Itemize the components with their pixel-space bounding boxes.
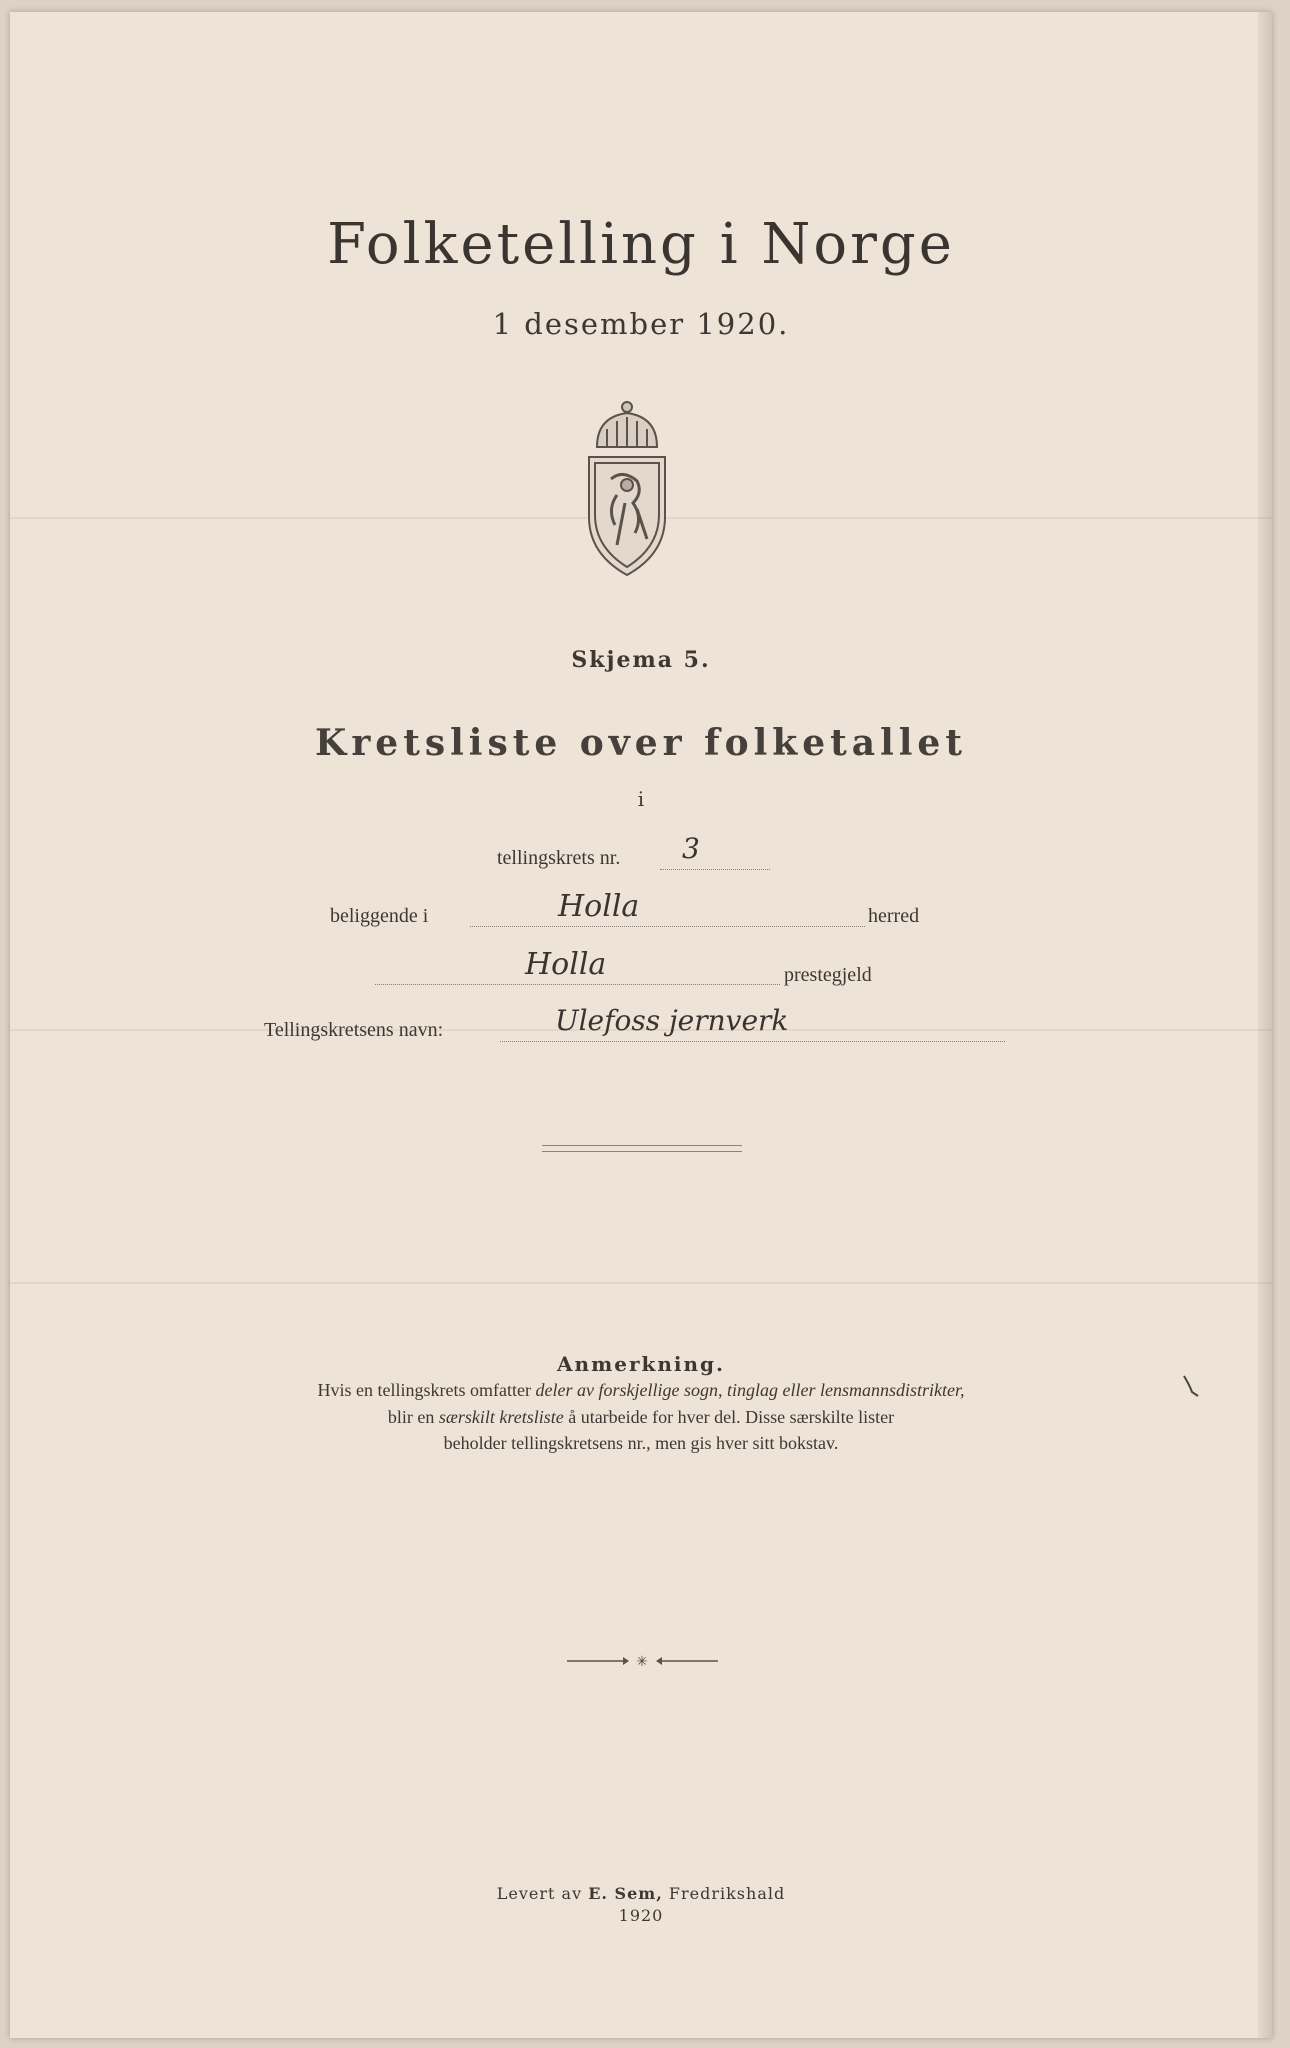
form-heading: Kretsliste over folketallet	[315, 722, 967, 764]
herred-label: herred	[868, 905, 920, 927]
heading-preposition: i	[637, 787, 645, 811]
printer-prefix: Levert av	[496, 1884, 589, 1903]
fold-line	[10, 1282, 1272, 1284]
note-line-2-italic: særskilt kretsliste	[438, 1407, 564, 1427]
svg-text:✳: ✳	[636, 1654, 648, 1669]
printer-place: Fredrikshald	[662, 1884, 786, 1903]
page-title: Folketelling i Norge	[327, 212, 955, 277]
note-line-2	[10, 1407, 1272, 1428]
note-line-1-text: Hvis en tellingskrets omfatter	[317, 1380, 536, 1400]
note-heading: Anmerkning.	[557, 1352, 725, 1376]
pencil-tick-mark	[1182, 1374, 1202, 1398]
prestegjeld-label: prestegjeld	[784, 964, 872, 986]
note-line-1	[10, 1380, 1272, 1401]
beliggende-line	[470, 926, 865, 927]
section-divider	[542, 1145, 742, 1152]
navn-value: Ulefoss jernverk	[555, 1004, 789, 1037]
tellingskrets-value: 3	[682, 832, 700, 865]
tellingskrets-line	[660, 869, 770, 870]
census-form-page	[10, 12, 1272, 2038]
note-line-1-italic: deler av forskjellige sogn, tinglag eller lensmannsdistrikter,	[535, 1380, 965, 1400]
navn-label: Tellingskretsens navn:	[264, 1019, 444, 1041]
beliggende-label: beliggende i	[330, 905, 429, 927]
tellingskrets-label: tellingskrets nr.	[497, 847, 621, 869]
prestegjeld-line	[375, 984, 780, 985]
ornament-divider	[565, 1653, 720, 1669]
census-date: 1 desember 1920.	[492, 307, 790, 341]
norwegian-coat-of-arms-icon	[577, 399, 677, 579]
note-line-2-text: blir en	[387, 1407, 439, 1427]
schema-number: Skjema 5.	[571, 647, 711, 673]
prestegjeld-value: Holla	[525, 947, 607, 982]
printer-year: 1920	[618, 1906, 664, 1925]
note-line-3: beholder tellingskretsens nr., men gis hver sitt bokstav.	[443, 1433, 839, 1453]
beliggende-value: Holla	[558, 889, 640, 924]
printer-imprint	[10, 1884, 1272, 1903]
navn-line	[500, 1041, 1005, 1042]
note-line-2-rest: å utarbeide for hver del. Disse særskilte lister	[563, 1407, 895, 1427]
printer-name: E. Sem,	[588, 1884, 663, 1903]
